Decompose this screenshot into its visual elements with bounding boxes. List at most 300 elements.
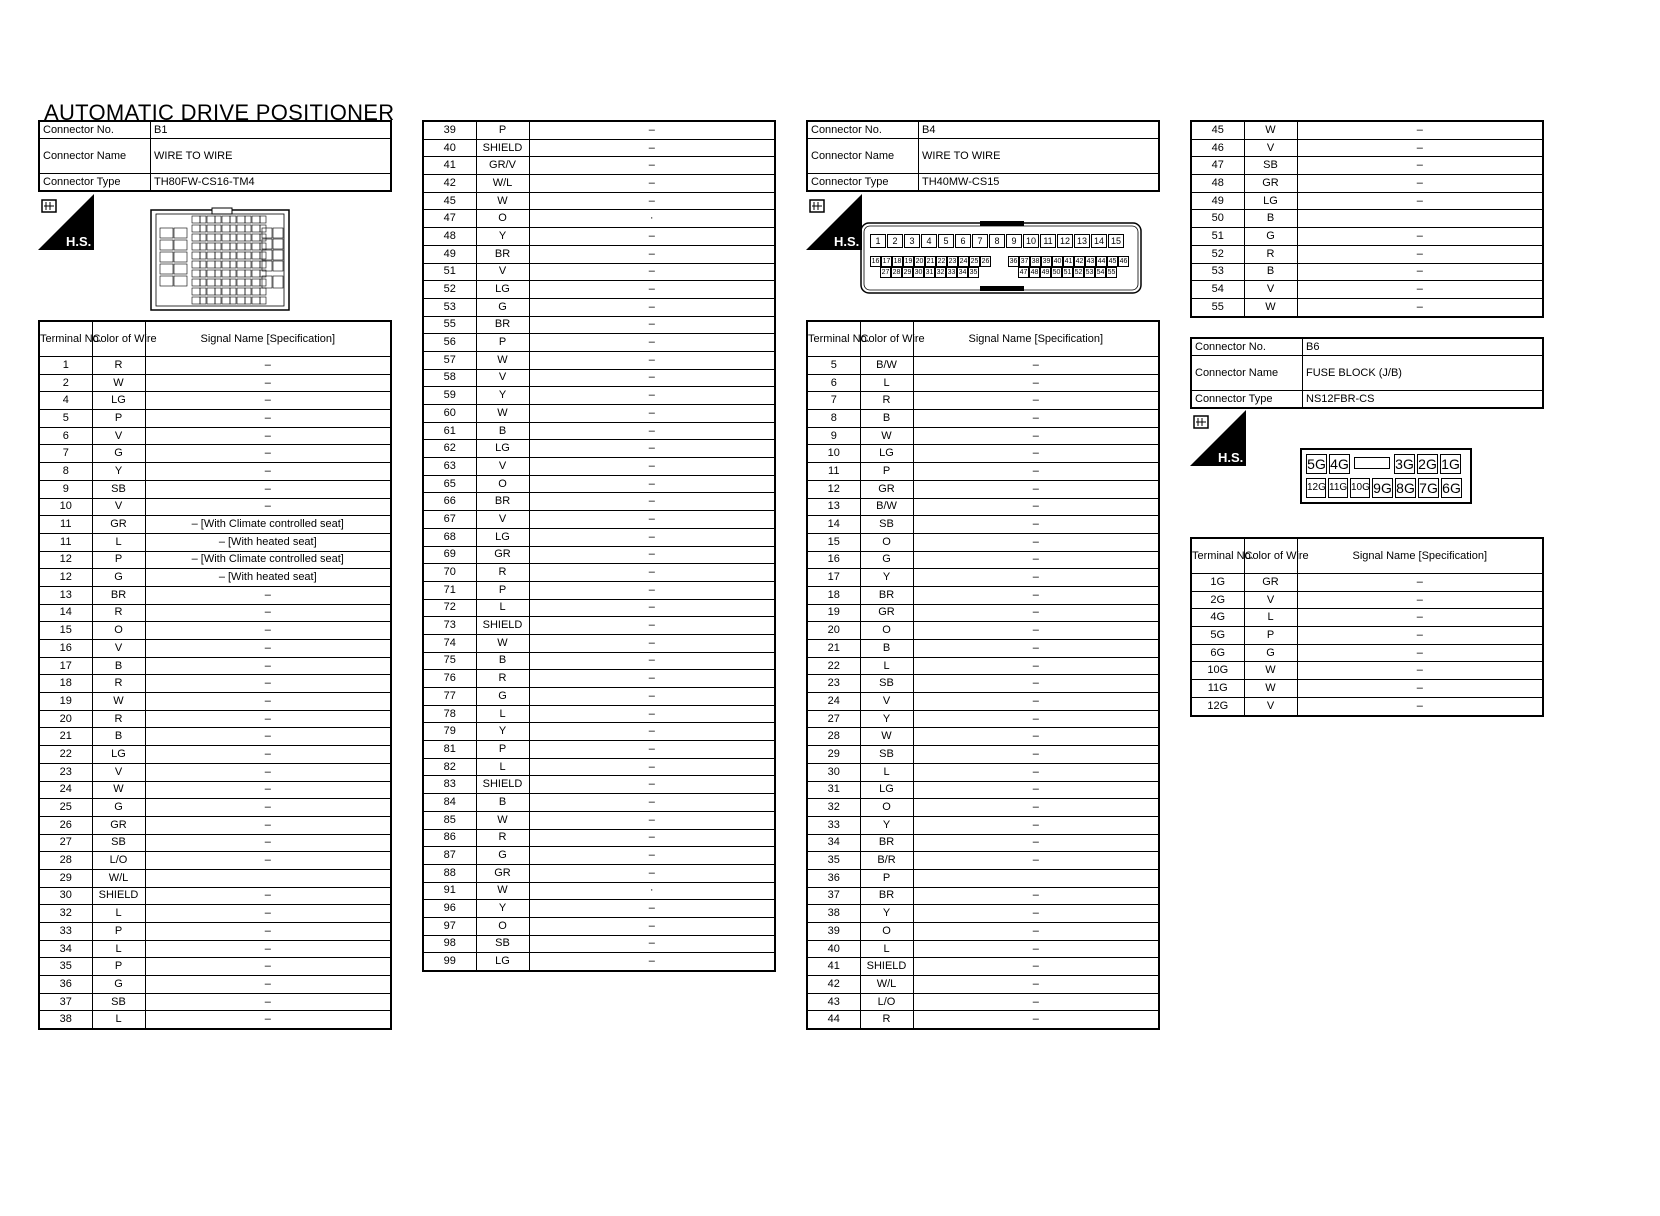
connector-cavity <box>245 243 251 250</box>
terminal-no: 9 <box>39 480 92 498</box>
terminal-no: 9 <box>807 427 860 445</box>
terminal-no: 46 <box>1191 139 1244 157</box>
table-row <box>39 781 391 799</box>
wire-color: BR <box>860 586 913 604</box>
connector-cavity <box>252 288 260 295</box>
wire-color: O <box>476 475 529 493</box>
wire-color: P <box>1244 627 1297 645</box>
connector-cavity <box>207 225 215 232</box>
signal-name: – <box>529 546 775 564</box>
wire-color: BR <box>476 493 529 511</box>
connector-cavity <box>192 243 200 250</box>
connector-cavity <box>230 216 236 223</box>
wire-color: V <box>476 511 529 529</box>
signal-name: – <box>529 953 775 971</box>
connector-cavity <box>200 297 206 304</box>
connector-pin: 14 <box>1091 234 1107 248</box>
wire-color: Y <box>860 710 913 728</box>
wire-color: L/O <box>860 993 913 1011</box>
terminal-no: 16 <box>807 551 860 569</box>
b6-connector-type: NS12FBR-CS <box>1303 391 1544 409</box>
terminal-no: 40 <box>423 139 476 157</box>
connector-pin: 18 <box>893 258 902 265</box>
connector-cavity <box>215 297 221 304</box>
wire-color: O <box>860 923 913 941</box>
terminal-no: 55 <box>423 316 476 334</box>
connector-cavity <box>245 270 251 277</box>
wire-color: B/W <box>860 498 913 516</box>
wire-color: BR <box>860 834 913 852</box>
terminal-no: 26 <box>39 816 92 834</box>
table-row <box>807 693 1159 711</box>
terminal-no: 40 <box>807 940 860 958</box>
signal-name: – <box>1297 591 1543 609</box>
signal-name: – <box>529 139 775 157</box>
wire-color: B/W <box>860 357 913 375</box>
connector-cavity <box>252 297 260 304</box>
connector-pin: 34 <box>958 269 967 276</box>
terminal-no-header: Terminal No. <box>39 321 92 357</box>
table-row <box>807 976 1159 994</box>
connector-pin: 7G <box>1419 480 1438 496</box>
wire-color: LG <box>92 746 145 764</box>
signal-name: – <box>1297 609 1543 627</box>
connector-cavity <box>245 252 251 259</box>
signal-name: – [With heated seat] <box>145 569 391 587</box>
wire-color: R <box>92 710 145 728</box>
connector-cavity <box>262 239 272 249</box>
table-row <box>807 604 1159 622</box>
signal-name: – <box>145 834 391 852</box>
wire-color: W/L <box>92 869 145 887</box>
signal-name: – <box>1297 121 1543 139</box>
connector-pin: 26 <box>981 258 990 265</box>
connector-pin: 13 <box>1074 234 1090 248</box>
signal-name: – <box>529 599 775 617</box>
connector-pin: 3 <box>904 234 920 248</box>
wire-color: P <box>476 334 529 352</box>
b4-connector-name: WIRE TO WIRE <box>919 139 1160 174</box>
terminal-no: 65 <box>423 475 476 493</box>
table-row <box>807 480 1159 498</box>
harness-side-icon <box>806 194 862 250</box>
connector-cavity <box>252 243 260 250</box>
terminal-no: 53 <box>423 298 476 316</box>
terminal-no: 84 <box>423 794 476 812</box>
terminal-no: 33 <box>39 923 92 941</box>
signal-name: – <box>529 634 775 652</box>
wire-color: BR <box>860 887 913 905</box>
signal-name: – <box>529 670 775 688</box>
connector-cavity <box>273 239 283 249</box>
table-row <box>1191 609 1543 627</box>
signal-name: – <box>913 622 1159 640</box>
terminal-no: 18 <box>39 675 92 693</box>
connector-cavity <box>237 288 245 295</box>
signal-name: – <box>913 569 1159 587</box>
table-row <box>39 887 391 905</box>
terminal-no: 22 <box>39 746 92 764</box>
terminal-no: 1 <box>39 357 92 375</box>
wire-color: W <box>92 781 145 799</box>
signal-name: – <box>145 905 391 923</box>
terminal-no: 17 <box>39 657 92 675</box>
terminal-no: 19 <box>807 604 860 622</box>
table-row <box>807 728 1159 746</box>
connector-pin: 2G <box>1418 456 1437 472</box>
connector-pin: 8 <box>989 234 1005 248</box>
wire-color: SB <box>860 516 913 534</box>
wire-color: R <box>476 829 529 847</box>
wire-color: V <box>1244 281 1297 299</box>
table-row <box>423 741 775 759</box>
terminal-no: 79 <box>423 723 476 741</box>
terminal-no: 75 <box>423 652 476 670</box>
connector-type-label: Connector Type <box>1191 391 1303 409</box>
connector-pin: 8G <box>1396 480 1415 496</box>
signal-name: – <box>145 357 391 375</box>
table-row <box>1191 245 1543 263</box>
connector-pin: 1G <box>1441 456 1460 472</box>
signal-name: – <box>913 445 1159 463</box>
table-row <box>423 617 775 635</box>
signal-name: – <box>145 923 391 941</box>
connector-cavity <box>237 297 245 304</box>
table-row <box>1191 121 1543 139</box>
connector-pin: 36 <box>1009 258 1018 265</box>
signal-name: – <box>913 480 1159 498</box>
table-row <box>39 640 391 658</box>
connector-cavity <box>160 240 173 250</box>
terminal-no: 4 <box>39 392 92 410</box>
table-row <box>423 705 775 723</box>
connector-pin: 33 <box>947 269 956 276</box>
terminal-no: 78 <box>423 705 476 723</box>
connector-cavity <box>260 252 266 259</box>
wire-color: V <box>92 427 145 445</box>
connector-cavity <box>222 243 230 250</box>
table-row <box>39 746 391 764</box>
wire-color: GR <box>476 864 529 882</box>
terminal-no: 35 <box>807 852 860 870</box>
connector-pin: 10 <box>1023 234 1039 248</box>
terminal-no: 15 <box>39 622 92 640</box>
terminal-no: 86 <box>423 829 476 847</box>
b1-terminal-table-continued <box>422 120 776 972</box>
table-row <box>39 816 391 834</box>
signal-name: – <box>529 175 775 193</box>
terminal-no: 15 <box>807 533 860 551</box>
signal-name: – <box>145 604 391 622</box>
connector-cavity <box>174 252 187 262</box>
connector-pin: 11 <box>1040 234 1056 248</box>
connector-cavity <box>200 225 206 232</box>
table-row <box>807 586 1159 604</box>
terminal-no: 10 <box>807 445 860 463</box>
connector-cavity <box>222 216 230 223</box>
table-row <box>39 392 391 410</box>
wire-color: GR <box>1244 574 1297 592</box>
connector-pin: 48 <box>1030 269 1039 276</box>
terminal-no: 39 <box>423 121 476 139</box>
table-row <box>39 923 391 941</box>
wire-color: R <box>92 357 145 375</box>
signal-name: – <box>913 993 1159 1011</box>
signal-name: – <box>145 1011 391 1029</box>
table-row <box>39 993 391 1011</box>
table-row <box>423 458 775 476</box>
wire-color: G <box>92 445 145 463</box>
connector-name-label: Connector Name <box>807 139 919 174</box>
connector-cavity <box>192 234 200 241</box>
table-row <box>423 917 775 935</box>
connector-pin: 45 <box>1108 258 1117 265</box>
wire-color: G <box>92 976 145 994</box>
connector-pin: 10G <box>1350 478 1370 498</box>
wire-color: G <box>476 688 529 706</box>
signal-name: – <box>913 834 1159 852</box>
table-row <box>423 688 775 706</box>
wire-color: O <box>860 533 913 551</box>
connector-pin: 9G <box>1373 480 1392 496</box>
connector-pin: 44 <box>1097 258 1106 265</box>
terminal-no: 36 <box>807 869 860 887</box>
connector-cavity <box>237 270 245 277</box>
connector-cavity <box>273 228 283 238</box>
terminal-no: 37 <box>807 887 860 905</box>
b1-terminal-table <box>38 320 392 1030</box>
table-row <box>807 551 1159 569</box>
wire-color: SB <box>860 675 913 693</box>
signal-name: – <box>529 617 775 635</box>
signal-name: – <box>529 263 775 281</box>
signal-name: – <box>529 829 775 847</box>
signal-name: – <box>529 316 775 334</box>
connector-pin: 4G <box>1330 456 1349 472</box>
connector-cavity <box>252 234 260 241</box>
wire-color: B <box>860 410 913 428</box>
wire-color: L <box>92 1011 145 1029</box>
connector-pin: 22 <box>937 258 946 265</box>
connector-cavity <box>245 216 251 223</box>
table-row <box>807 374 1159 392</box>
signal-name: – <box>1297 298 1543 316</box>
signal-name <box>145 869 391 887</box>
terminal-no: 11 <box>39 533 92 551</box>
connector-key <box>1354 457 1390 469</box>
table-row <box>807 533 1159 551</box>
table-row <box>423 493 775 511</box>
wire-color: B <box>476 422 529 440</box>
wire-color: SHIELD <box>476 776 529 794</box>
connector-pin: 32 <box>936 269 945 276</box>
signal-name: – <box>1297 175 1543 193</box>
connector-cavity <box>215 279 221 286</box>
wire-color: BR <box>476 316 529 334</box>
wire-color: P <box>860 869 913 887</box>
wire-color: W <box>476 811 529 829</box>
table-row <box>423 387 775 405</box>
signal-name: – <box>913 516 1159 534</box>
connector-cavity <box>245 297 251 304</box>
connector-no-label: Connector No. <box>807 121 919 139</box>
signal-name: – <box>529 298 775 316</box>
connector-cavity <box>192 225 200 232</box>
terminal-no: 73 <box>423 617 476 635</box>
wire-color: SB <box>92 480 145 498</box>
signal-name: – <box>529 458 775 476</box>
signal-name: – <box>145 746 391 764</box>
color-of-wire-header: Color of Wire <box>92 321 145 357</box>
connector-pin: 40 <box>1053 258 1062 265</box>
terminal-no: 56 <box>423 334 476 352</box>
connector-cavity <box>215 243 221 250</box>
wire-color: P <box>476 121 529 139</box>
signal-name: – <box>529 847 775 865</box>
signal-name: – <box>529 794 775 812</box>
signal-name: – <box>529 776 775 794</box>
terminal-no: 47 <box>1191 157 1244 175</box>
table-row <box>39 374 391 392</box>
terminal-no: 12 <box>807 480 860 498</box>
terminal-no: 54 <box>1191 281 1244 299</box>
terminal-no: 33 <box>807 816 860 834</box>
connector-cavity <box>245 261 251 268</box>
terminal-no: 72 <box>423 599 476 617</box>
connector-cavity <box>230 261 236 268</box>
connector-name-label: Connector Name <box>39 139 151 174</box>
wire-color: GR/V <box>476 157 529 175</box>
terminal-no: 74 <box>423 634 476 652</box>
signal-name: – <box>145 586 391 604</box>
connector-cavity <box>160 276 173 286</box>
connector-cavity <box>215 216 221 223</box>
connector-pin: 42 <box>1075 258 1084 265</box>
terminal-no: 28 <box>807 728 860 746</box>
signal-name: – <box>913 427 1159 445</box>
connector-cavity <box>174 264 187 274</box>
connector-cavity <box>215 225 221 232</box>
connector-cavity <box>215 252 221 259</box>
terminal-no: 98 <box>423 935 476 953</box>
table-row <box>1191 139 1543 157</box>
table-row <box>39 551 391 569</box>
connector-cavity <box>230 252 236 259</box>
connector-pin: 53 <box>1085 269 1094 276</box>
connector-cavity <box>262 250 272 260</box>
wire-color: R <box>92 604 145 622</box>
wire-color: P <box>92 410 145 428</box>
wire-color: P <box>476 581 529 599</box>
signal-name: – <box>529 758 775 776</box>
wire-color: LG <box>860 781 913 799</box>
wire-color: O <box>476 917 529 935</box>
connector-cavity <box>237 243 245 250</box>
terminal-no: 21 <box>39 728 92 746</box>
table-row <box>807 816 1159 834</box>
table-row <box>39 427 391 445</box>
signal-name: – <box>913 604 1159 622</box>
signal-name: – <box>145 799 391 817</box>
signal-name: – <box>145 852 391 870</box>
table-row <box>39 516 391 534</box>
table-row <box>1191 175 1543 193</box>
table-row <box>1191 263 1543 281</box>
table-row <box>807 799 1159 817</box>
table-row <box>39 834 391 852</box>
table-row <box>423 811 775 829</box>
wire-color: G <box>1244 644 1297 662</box>
connector-pin: 41 <box>1064 258 1073 265</box>
connector-type-label: Connector Type <box>807 174 919 192</box>
wire-color: LG <box>476 440 529 458</box>
terminal-no: 7 <box>807 392 860 410</box>
wire-color: GR <box>92 816 145 834</box>
connector-pin: 51 <box>1063 269 1072 276</box>
connector-pin: 47 <box>1019 269 1028 276</box>
table-row <box>807 640 1159 658</box>
connector-pin: 38 <box>1031 258 1040 265</box>
terminal-no: 2G <box>1191 591 1244 609</box>
connector-cavity <box>200 216 206 223</box>
signal-name: – <box>529 864 775 882</box>
table-row <box>423 121 775 139</box>
terminal-no: 39 <box>807 923 860 941</box>
signal-name: – <box>145 693 391 711</box>
terminal-no: 49 <box>1191 192 1244 210</box>
wire-color: V <box>860 693 913 711</box>
connector-cavity <box>237 216 245 223</box>
signal-name: – <box>529 157 775 175</box>
b6-connector-no: B6 <box>1303 338 1544 356</box>
signal-name: – <box>145 640 391 658</box>
wire-color: R <box>92 675 145 693</box>
terminal-no: 5 <box>807 357 860 375</box>
signal-name: – <box>529 334 775 352</box>
terminal-no: 69 <box>423 546 476 564</box>
terminal-no: 66 <box>423 493 476 511</box>
connector-cavity <box>230 243 236 250</box>
wire-color: P <box>92 923 145 941</box>
table-row <box>423 546 775 564</box>
table-row <box>39 533 391 551</box>
connector-cavity <box>237 225 245 232</box>
table-row <box>807 516 1159 534</box>
signal-name: – <box>913 392 1159 410</box>
connector-cavity <box>192 279 200 286</box>
table-row <box>39 869 391 887</box>
connector-pin: 16 <box>871 258 880 265</box>
harness-side-icon <box>1190 410 1246 466</box>
table-row <box>807 763 1159 781</box>
signal-name: – <box>913 463 1159 481</box>
wire-color: B/R <box>860 852 913 870</box>
terminal-no: 37 <box>39 993 92 1011</box>
terminal-no: 6 <box>807 374 860 392</box>
table-row <box>807 657 1159 675</box>
connector-cavity <box>200 270 206 277</box>
connector-cavity <box>207 234 215 241</box>
signal-name: – <box>913 1011 1159 1029</box>
wire-color: SB <box>1244 157 1297 175</box>
table-row <box>423 900 775 918</box>
terminal-no: 25 <box>39 799 92 817</box>
wire-color: O <box>860 799 913 817</box>
signal-name: – <box>913 410 1159 428</box>
signal-name: – <box>529 811 775 829</box>
signal-name: – <box>529 917 775 935</box>
connector-pin: 12 <box>1057 234 1073 248</box>
